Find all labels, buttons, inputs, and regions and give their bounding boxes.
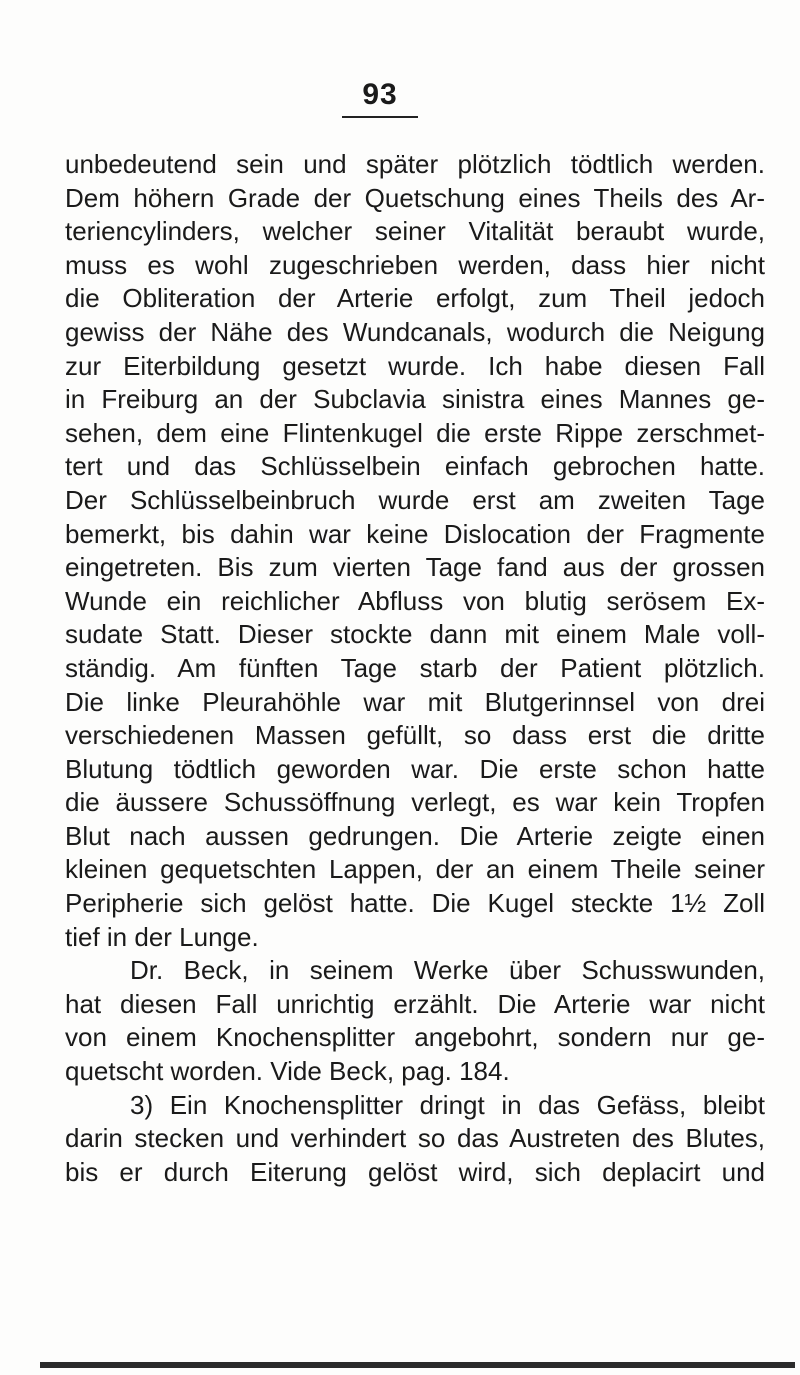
text-line: sudate Statt. Dieser stockte dann mit einem Male voll- xyxy=(65,619,765,650)
text-line: tert und das Schlüsselbein einfach gebrochen hatte. xyxy=(65,451,765,482)
page-number-underline xyxy=(342,116,418,118)
page-bottom-edge xyxy=(40,1362,795,1368)
text-line: Die linke Pleurahöhle war mit Blutgerinnsel von drei xyxy=(65,686,765,717)
text-line: in Freiburg an der Subclavia sinistra eines Mannes ge- xyxy=(65,384,765,415)
text-line: ständig. Am fünften Tage starb der Patient plötzlich. xyxy=(65,652,765,683)
text-line: die äussere Schussöffnung verlegt, es war kein Tropfen xyxy=(65,787,765,818)
text-line: Dem höhern Grade der Quetschung eines Theils des Ar- xyxy=(65,182,765,213)
text-line: Blut nach aussen gedrungen. Die Arterie zeigte einen xyxy=(65,820,765,851)
text-line: teriencylinders, welcher seiner Vitalität beraubt wurde, xyxy=(65,216,765,247)
text-line: Peripherie sich gelöst hatte. Die Kugel steckte 1½ Zoll xyxy=(65,888,765,919)
body-text xyxy=(65,148,765,1189)
text-line: unbedeutend sein und später plötzlich tödtlich werden. xyxy=(65,149,765,179)
text-line: muss es wohl zugeschrieben werden, dass hier nicht xyxy=(65,249,765,280)
text-line: Dr. Beck, in seinem Werke über Schusswunden, xyxy=(130,955,765,986)
text-line: Wunde ein reichlicher Abfluss von blutig serösem Ex- xyxy=(65,585,765,616)
text-line: tief in der Lunge. xyxy=(65,921,259,952)
text-line: hat diesen Fall unrichtig erzählt. Die Arterie war nicht xyxy=(65,988,765,1019)
page-number: 93 xyxy=(362,78,398,111)
text-line: gewiss der Nähe des Wundcanals, wodurch die Neigung xyxy=(65,316,765,347)
text-line: sehen, dem eine Flintenkugel die erste Rippe zerschmet- xyxy=(65,417,765,448)
text-line: von einem Knochensplitter angebohrt, sondern nur ge- xyxy=(65,1022,765,1053)
text-line: bis er durch Eiterung gelöst wird, sich deplacirt und xyxy=(65,1156,765,1187)
text-line: quetscht worden. Vide Beck, pag. 184. xyxy=(65,1056,510,1087)
text-line: darin stecken und verhindert so das Austreten des Blutes, xyxy=(65,1123,765,1154)
text-line: zur Eiterbildung gesetzt wurde. Ich habe diesen Fall xyxy=(65,350,765,381)
text-line: Blutung tödtlich geworden war. Die erste schon hatte xyxy=(65,753,765,784)
text-line: 3) Ein Knochensplitter dringt in das Gefäss, bleibt xyxy=(130,1089,765,1120)
text-line: die Obliteration der Arterie erfolgt, zum Theil jedoch xyxy=(65,283,765,314)
text-line: verschiedenen Massen gefüllt, so dass erst die dritte xyxy=(65,720,765,751)
text-line: kleinen gequetschten Lappen, der an einem Theile seiner xyxy=(65,854,765,885)
text-line: bemerkt, bis dahin war keine Dislocation der Fragmente xyxy=(65,518,765,549)
text-line: Der Schlüsselbeinbruch wurde erst am zweiten Tage xyxy=(65,484,765,515)
text-line: eingetreten. Bis zum vierten Tage fand aus der grossen xyxy=(65,552,765,583)
